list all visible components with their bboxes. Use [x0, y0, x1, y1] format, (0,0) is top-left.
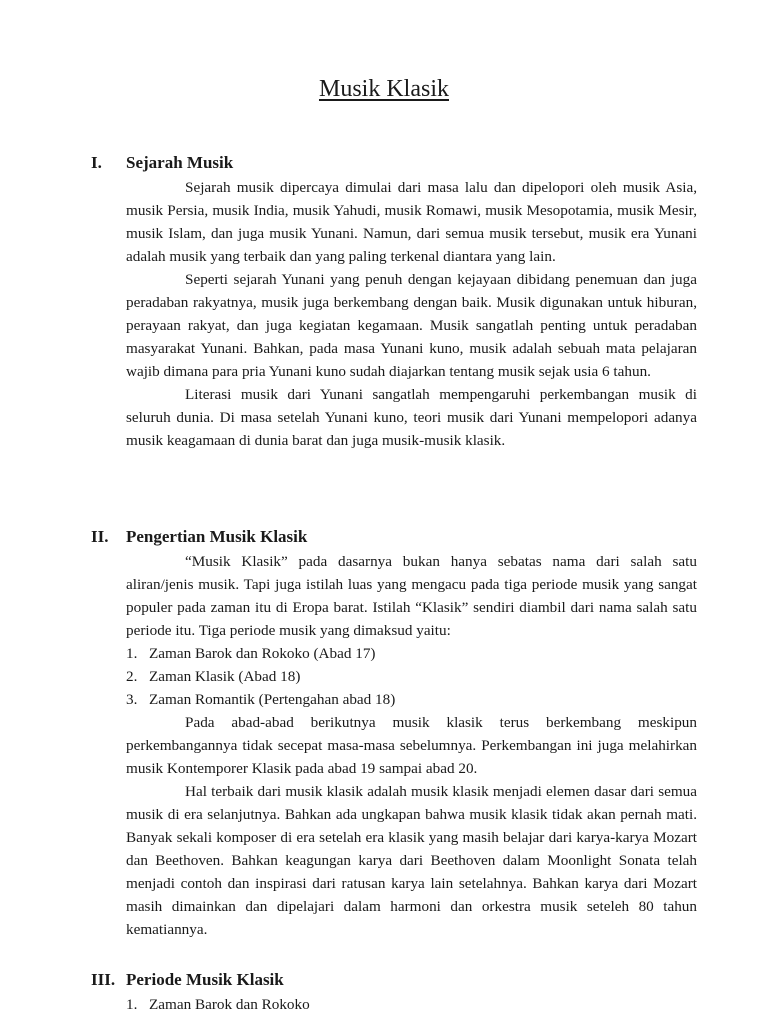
section-body	[126, 993, 697, 1016]
section-pengertian-musik-klasik	[0, 524, 768, 941]
list-text: Zaman Romantik (Pertengahan abad 18)	[149, 691, 396, 708]
paragraph: Literasi musik dari Yunani sangatlah mempengaruhi perkembangan musik di seluruh dunia. Di masa setelah Yunani kuno, teori musik dari Yunani mempelopori adanya musik keagamaan di dunia barat dan juga musik-musik klasik.	[126, 386, 697, 449]
section-title: Pengertian Musik Klasik	[126, 527, 308, 546]
section-body	[126, 550, 697, 941]
list-number: 3.	[126, 691, 138, 708]
section-title: Sejarah Musik	[126, 153, 234, 172]
paragraph: Sejarah musik dipercaya dimulai dari masa lalu dan dipelopori oleh musik Asia, musik Persia, musik India, musik Yahudi, musik Romawi, musik Mesopotamia, musik Mesir, musik Islam, dan juga musik Yunani. Namun, dari semua musik tersebut, musik era Yunani adalah musik yang terbaik dan yang paling terkenal diantara yang lain.	[126, 179, 697, 265]
section-periode-musik-klasik	[0, 967, 768, 1016]
section-heading	[0, 967, 768, 993]
section-number: III.	[91, 970, 116, 989]
list-item	[126, 688, 697, 711]
paragraph: Seperti sejarah Yunani yang penuh dengan kejayaan dibidang penemuan dan juga peradaban rakyatnya, musik juga berkembang dengan baik. Musik digunakan untuk hiburan, perayaan rakyat, dan juga kegiatan kegamaan. Musik sangatlah penting untuk peradaban masyarakat Yunani. Bahkan, pada masa Yunani kuno, musik adalah sebuah mata pelajaran wajib dimana para pria Yunani kuno sudah diajarkan tentang musik sejak usia 6 tahun.	[126, 271, 697, 380]
list-text: Zaman Klasik (Abad 18)	[149, 668, 301, 685]
list-number: 1.	[126, 645, 138, 662]
list-text: Zaman Barok dan Rokoko (Abad 17)	[149, 645, 376, 662]
list-item	[126, 665, 697, 688]
section-sejarah-musik	[0, 150, 768, 452]
section-number: II.	[91, 527, 109, 546]
section-heading	[0, 150, 768, 176]
list-item	[126, 642, 697, 665]
list-number: 2.	[126, 668, 138, 685]
list-number: 1.	[126, 996, 138, 1013]
section-title: Periode Musik Klasik	[126, 970, 284, 989]
period-list	[126, 993, 697, 1016]
period-list	[126, 642, 697, 711]
paragraph: Hal terbaik dari musik klasik adalah musik klasik menjadi elemen dasar dari semua musik di era selanjutnya. Bahkan ada ungkapan bahwa musik klasik tidak akan pernah mati. Banyak sekali komposer di era setelah era klasik yang masih belajar dari karya-karya Mozart dan Beethoven. Bahkan keagungan karya dari Beethoven dalam Moonlight Sonata telah menjadi contoh dan inspirasi dari ratusan karya lain setelahnya. Bahkan karya dari Mozart masih dimainkan dan dipelajari dalam harmoni dan orkestra musik seteleh 80 tahun kematiannya.	[126, 783, 697, 938]
list-item	[126, 993, 697, 1016]
list-text: Zaman Barok dan Rokoko	[149, 996, 310, 1013]
paragraph: Pada abad-abad berikutnya musik klasik terus berkembang meskipun perkembangannya tidak secepat masa-masa sebelumnya. Perkembangan ini juga melahirkan musik Kontemporer Klasik pada abad 19 sampai abad 20.	[126, 714, 697, 777]
section-body	[126, 176, 697, 452]
section-heading	[0, 524, 768, 550]
section-number: I.	[91, 153, 102, 172]
paragraph: “Musik Klasik” pada dasarnya bukan hanya sebatas nama dari salah satu aliran/jenis musik. Tapi juga istilah luas yang mengacu pada tiga periode musik yang sangat populer pada zaman itu di Eropa barat. Istilah “Klasik” sendiri diambil dari nama salah satu periode itu. Tiga periode musik yang dimaksud yaitu:	[126, 553, 697, 639]
document-title: Musik Klasik	[318, 76, 449, 102]
